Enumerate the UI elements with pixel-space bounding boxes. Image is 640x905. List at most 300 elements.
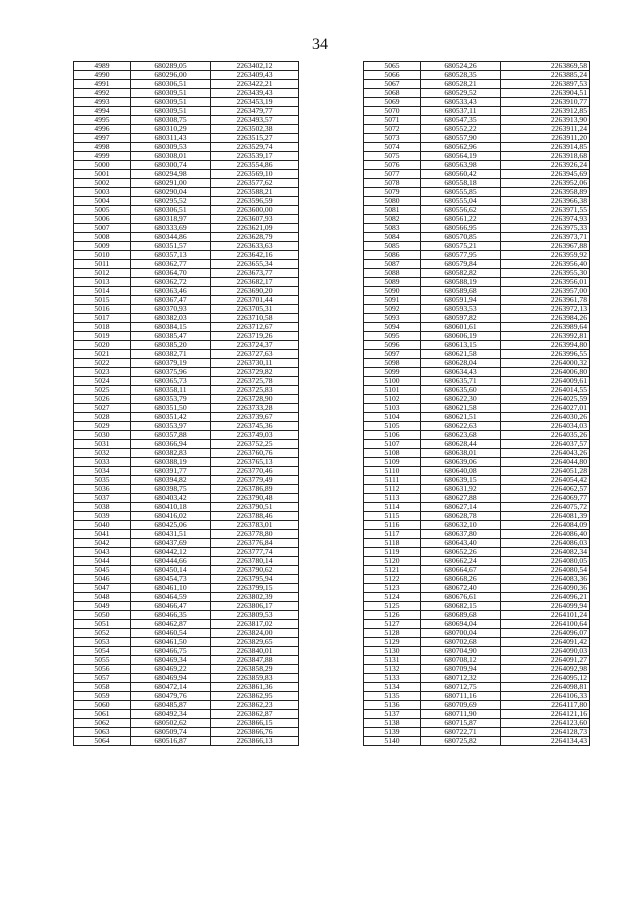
y-coordinate-cell: 2263972,13 (501, 305, 590, 314)
point-id-cell: 5059 (74, 692, 131, 701)
x-coordinate-cell: 680310,29 (131, 125, 211, 134)
point-id-cell: 5114 (364, 503, 421, 512)
x-coordinate-cell: 680639,06 (421, 458, 501, 467)
x-coordinate-cell: 680351,50 (131, 404, 211, 413)
x-coordinate-cell: 680702,68 (421, 638, 501, 647)
y-coordinate-cell: 2264025,59 (501, 395, 590, 404)
y-coordinate-cell: 2263959,92 (501, 251, 590, 260)
x-coordinate-cell: 680358,11 (131, 386, 211, 395)
table-row (364, 584, 590, 593)
table-row (364, 350, 590, 359)
x-coordinate-cell: 680466,35 (131, 611, 211, 620)
table-row (364, 395, 590, 404)
y-coordinate-cell: 2263690,20 (211, 287, 299, 296)
point-id-cell: 5122 (364, 575, 421, 584)
x-coordinate-cell: 680362,77 (131, 260, 211, 269)
point-id-cell: 5022 (74, 359, 131, 368)
x-coordinate-cell: 680461,10 (131, 584, 211, 593)
table-row (74, 125, 299, 134)
point-id-cell: 5112 (364, 485, 421, 494)
point-id-cell: 5053 (74, 638, 131, 647)
y-coordinate-cell: 2263705,31 (211, 305, 299, 314)
table-row (364, 179, 590, 188)
table-row (74, 719, 299, 728)
y-coordinate-cell: 2264009,61 (501, 377, 590, 386)
point-id-cell: 5082 (364, 215, 421, 224)
x-coordinate-cell: 680622,63 (421, 422, 501, 431)
point-id-cell: 5042 (74, 539, 131, 548)
point-id-cell: 5035 (74, 476, 131, 485)
table-row (74, 215, 299, 224)
y-coordinate-cell: 2263790,62 (211, 566, 299, 575)
point-id-cell: 4999 (74, 152, 131, 161)
point-id-cell: 5060 (74, 701, 131, 710)
table-row (74, 269, 299, 278)
y-coordinate-cell: 2263809,53 (211, 611, 299, 620)
x-coordinate-cell: 680466,47 (131, 602, 211, 611)
y-coordinate-cell: 2264000,32 (501, 359, 590, 368)
y-coordinate-cell: 2264096,07 (501, 629, 590, 638)
y-coordinate-cell: 2264034,03 (501, 422, 590, 431)
point-id-cell: 5086 (364, 251, 421, 260)
point-id-cell: 5027 (74, 404, 131, 413)
y-coordinate-cell: 2263984,26 (501, 314, 590, 323)
point-id-cell: 5026 (74, 395, 131, 404)
point-id-cell: 5068 (364, 89, 421, 98)
x-coordinate-cell: 680300,74 (131, 161, 211, 170)
point-id-cell: 5047 (74, 584, 131, 593)
y-coordinate-cell: 2263847,88 (211, 656, 299, 665)
table-row (364, 152, 590, 161)
x-coordinate-cell: 680682,15 (421, 602, 501, 611)
point-id-cell: 5061 (74, 710, 131, 719)
table-row (364, 98, 590, 107)
y-coordinate-cell: 2263961,78 (501, 296, 590, 305)
table-row (74, 368, 299, 377)
x-coordinate-cell: 680363,46 (131, 287, 211, 296)
y-coordinate-cell: 2263765,13 (211, 458, 299, 467)
point-id-cell: 5041 (74, 530, 131, 539)
x-coordinate-cell: 680398,75 (131, 485, 211, 494)
y-coordinate-cell: 2263885,24 (501, 71, 590, 80)
x-coordinate-cell: 680367,47 (131, 296, 211, 305)
table-row (74, 692, 299, 701)
y-coordinate-cell: 2264090,36 (501, 584, 590, 593)
table-row (364, 224, 590, 233)
point-id-cell: 5135 (364, 692, 421, 701)
point-id-cell: 5016 (74, 305, 131, 314)
y-coordinate-cell: 2263994,80 (501, 341, 590, 350)
y-coordinate-cell: 2263956,40 (501, 260, 590, 269)
y-coordinate-cell: 2263858,29 (211, 665, 299, 674)
x-coordinate-cell: 680333,69 (131, 224, 211, 233)
point-id-cell: 5072 (364, 125, 421, 134)
y-coordinate-cell: 2264035,26 (501, 431, 590, 440)
x-coordinate-cell: 680403,42 (131, 494, 211, 503)
y-coordinate-cell: 2263628,79 (211, 233, 299, 242)
y-coordinate-cell: 2263912,85 (501, 107, 590, 116)
table-row (74, 80, 299, 89)
table-row (74, 683, 299, 692)
table-row (74, 143, 299, 152)
point-id-cell: 5090 (364, 287, 421, 296)
table-row (364, 467, 590, 476)
x-coordinate-cell: 680537,11 (421, 107, 501, 116)
x-coordinate-cell: 680364,70 (131, 269, 211, 278)
point-id-cell: 5131 (364, 656, 421, 665)
x-coordinate-cell: 680627,88 (421, 494, 501, 503)
y-coordinate-cell: 2263710,58 (211, 314, 299, 323)
y-coordinate-cell: 2263539,17 (211, 152, 299, 161)
y-coordinate-cell: 2263409,43 (211, 71, 299, 80)
x-coordinate-cell: 680466,75 (131, 647, 211, 656)
point-id-cell: 5065 (364, 62, 421, 71)
y-coordinate-cell: 2263554,86 (211, 161, 299, 170)
table-row (364, 575, 590, 584)
y-coordinate-cell: 2263952,06 (501, 179, 590, 188)
point-id-cell: 5057 (74, 674, 131, 683)
table-row (74, 476, 299, 485)
point-id-cell: 5107 (364, 440, 421, 449)
x-coordinate-cell: 680344,86 (131, 233, 211, 242)
point-id-cell: 5094 (364, 323, 421, 332)
y-coordinate-cell: 2263739,67 (211, 413, 299, 422)
x-coordinate-cell: 680291,00 (131, 179, 211, 188)
x-coordinate-cell: 680382,03 (131, 314, 211, 323)
point-id-cell: 5066 (364, 71, 421, 80)
x-coordinate-cell: 680454,73 (131, 575, 211, 584)
table-body-left (74, 62, 299, 746)
x-coordinate-cell: 680357,88 (131, 431, 211, 440)
y-coordinate-cell: 2263866,15 (211, 719, 299, 728)
table-row (364, 521, 590, 530)
point-id-cell: 5138 (364, 719, 421, 728)
x-coordinate-cell: 680662,24 (421, 557, 501, 566)
y-coordinate-cell: 2264054,42 (501, 476, 590, 485)
y-coordinate-cell: 2263727,63 (211, 350, 299, 359)
point-id-cell: 5006 (74, 215, 131, 224)
table-row (364, 638, 590, 647)
x-coordinate-cell: 680601,61 (421, 323, 501, 332)
point-id-cell: 4995 (74, 116, 131, 125)
point-id-cell: 5054 (74, 647, 131, 656)
table-row (364, 566, 590, 575)
y-coordinate-cell: 2263967,88 (501, 242, 590, 251)
point-id-cell: 5058 (74, 683, 131, 692)
table-row (74, 224, 299, 233)
x-coordinate-cell: 680715,87 (421, 719, 501, 728)
y-coordinate-cell: 2263749,03 (211, 431, 299, 440)
point-id-cell: 5123 (364, 584, 421, 593)
x-coordinate-cell: 680628,78 (421, 512, 501, 521)
y-coordinate-cell: 2264075,72 (501, 503, 590, 512)
x-coordinate-cell: 680711,90 (421, 710, 501, 719)
table-row (74, 305, 299, 314)
x-coordinate-cell: 680425,06 (131, 521, 211, 530)
x-coordinate-cell: 680555,04 (421, 197, 501, 206)
table-row (74, 566, 299, 575)
point-id-cell: 5125 (364, 602, 421, 611)
table-row (74, 350, 299, 359)
point-id-cell: 5104 (364, 413, 421, 422)
table-row (74, 71, 299, 80)
y-coordinate-cell: 2263453,19 (211, 98, 299, 107)
y-coordinate-cell: 2263493,57 (211, 116, 299, 125)
y-coordinate-cell: 2264101,24 (501, 611, 590, 620)
table-row (74, 431, 299, 440)
point-id-cell: 5139 (364, 728, 421, 737)
table-row (74, 557, 299, 566)
table-row (74, 323, 299, 332)
table-row (74, 521, 299, 530)
point-id-cell: 5003 (74, 188, 131, 197)
x-coordinate-cell: 680485,87 (131, 701, 211, 710)
table-row (74, 629, 299, 638)
y-coordinate-cell: 2263633,63 (211, 242, 299, 251)
x-coordinate-cell: 680635,71 (421, 377, 501, 386)
x-coordinate-cell: 680708,12 (421, 656, 501, 665)
point-id-cell: 4998 (74, 143, 131, 152)
table-row (74, 188, 299, 197)
table-row (364, 413, 590, 422)
y-coordinate-cell: 2264006,80 (501, 368, 590, 377)
point-id-cell: 5011 (74, 260, 131, 269)
y-coordinate-cell: 2263569,10 (211, 170, 299, 179)
x-coordinate-cell: 680309,51 (131, 107, 211, 116)
table-row (364, 242, 590, 251)
x-coordinate-cell: 680362,72 (131, 278, 211, 287)
y-coordinate-cell: 2264051,28 (501, 467, 590, 476)
x-coordinate-cell: 680561,22 (421, 215, 501, 224)
x-coordinate-cell: 680469,94 (131, 674, 211, 683)
point-id-cell: 5070 (364, 107, 421, 116)
table-row (74, 512, 299, 521)
table-row (74, 485, 299, 494)
table-row (74, 584, 299, 593)
x-coordinate-cell: 680709,94 (421, 665, 501, 674)
y-coordinate-cell: 2263790,48 (211, 494, 299, 503)
y-coordinate-cell: 2263904,51 (501, 89, 590, 98)
table-row (364, 260, 590, 269)
y-coordinate-cell: 2263529,74 (211, 143, 299, 152)
y-coordinate-cell: 2263730,11 (211, 359, 299, 368)
table-row (364, 197, 590, 206)
x-coordinate-cell: 680318,97 (131, 215, 211, 224)
y-coordinate-cell: 2263974,93 (501, 215, 590, 224)
point-id-cell: 5118 (364, 539, 421, 548)
x-coordinate-cell: 680479,76 (131, 692, 211, 701)
y-coordinate-cell: 2263733,28 (211, 404, 299, 413)
point-id-cell: 5093 (364, 314, 421, 323)
table-row (74, 620, 299, 629)
table-row (74, 404, 299, 413)
table-row (364, 368, 590, 377)
point-id-cell: 5117 (364, 530, 421, 539)
x-coordinate-cell: 680668,26 (421, 575, 501, 584)
x-coordinate-cell: 680552,22 (421, 125, 501, 134)
table-row (74, 134, 299, 143)
y-coordinate-cell: 2264106,33 (501, 692, 590, 701)
y-coordinate-cell: 2263955,30 (501, 269, 590, 278)
x-coordinate-cell: 680639,15 (421, 476, 501, 485)
table-row (364, 206, 590, 215)
point-id-cell: 5087 (364, 260, 421, 269)
point-id-cell: 5097 (364, 350, 421, 359)
table-row (74, 611, 299, 620)
point-id-cell: 5111 (364, 476, 421, 485)
table-row (364, 539, 590, 548)
point-id-cell: 5075 (364, 152, 421, 161)
x-coordinate-cell: 680613,15 (421, 341, 501, 350)
point-id-cell: 5096 (364, 341, 421, 350)
y-coordinate-cell: 2263866,76 (211, 728, 299, 737)
table-row (74, 116, 299, 125)
point-id-cell: 5077 (364, 170, 421, 179)
y-coordinate-cell: 2263862,95 (211, 692, 299, 701)
point-id-cell: 5101 (364, 386, 421, 395)
y-coordinate-cell: 2264099,94 (501, 602, 590, 611)
table-row (364, 647, 590, 656)
y-coordinate-cell: 2263966,38 (501, 197, 590, 206)
x-coordinate-cell: 680632,10 (421, 521, 501, 530)
x-coordinate-cell: 680379,19 (131, 359, 211, 368)
x-coordinate-cell: 680725,82 (421, 737, 501, 746)
table-row (74, 107, 299, 116)
y-coordinate-cell: 2263402,12 (211, 62, 299, 71)
x-coordinate-cell: 680533,43 (421, 98, 501, 107)
table-row (364, 341, 590, 350)
x-coordinate-cell: 680560,42 (421, 170, 501, 179)
table-row (364, 665, 590, 674)
y-coordinate-cell: 2264082,34 (501, 548, 590, 557)
x-coordinate-cell: 680622,30 (421, 395, 501, 404)
x-coordinate-cell: 680366,94 (131, 440, 211, 449)
point-id-cell: 5021 (74, 350, 131, 359)
x-coordinate-cell: 680722,71 (421, 728, 501, 737)
y-coordinate-cell: 2263760,76 (211, 449, 299, 458)
x-coordinate-cell: 680516,87 (131, 737, 211, 746)
x-coordinate-cell: 680597,82 (421, 314, 501, 323)
y-coordinate-cell: 2264123,60 (501, 719, 590, 728)
x-coordinate-cell: 680450,14 (131, 566, 211, 575)
table-row (364, 359, 590, 368)
table-row (364, 296, 590, 305)
table-row (74, 674, 299, 683)
y-coordinate-cell: 2263913,90 (501, 116, 590, 125)
x-coordinate-cell: 680664,67 (421, 566, 501, 575)
table-row (74, 296, 299, 305)
y-coordinate-cell: 2264081,39 (501, 512, 590, 521)
point-id-cell: 5119 (364, 548, 421, 557)
x-coordinate-cell: 680492,34 (131, 710, 211, 719)
y-coordinate-cell: 2263673,77 (211, 269, 299, 278)
y-coordinate-cell: 2264096,21 (501, 593, 590, 602)
table-row (74, 242, 299, 251)
point-id-cell: 5040 (74, 521, 131, 530)
y-coordinate-cell: 2263918,68 (501, 152, 590, 161)
x-coordinate-cell: 680309,51 (131, 89, 211, 98)
point-id-cell: 5129 (364, 638, 421, 647)
x-coordinate-cell: 680351,42 (131, 413, 211, 422)
point-id-cell: 5116 (364, 521, 421, 530)
y-coordinate-cell: 2263701,44 (211, 296, 299, 305)
table-row (74, 395, 299, 404)
x-coordinate-cell: 680591,94 (421, 296, 501, 305)
x-coordinate-cell: 680700,04 (421, 629, 501, 638)
point-id-cell: 5023 (74, 368, 131, 377)
point-id-cell: 5000 (74, 161, 131, 170)
point-id-cell: 5015 (74, 296, 131, 305)
point-id-cell: 5102 (364, 395, 421, 404)
table-row (364, 170, 590, 179)
x-coordinate-cell: 680528,35 (421, 71, 501, 80)
table-row (364, 71, 590, 80)
table-row (74, 89, 299, 98)
x-coordinate-cell: 680385,20 (131, 341, 211, 350)
y-coordinate-cell: 2263422,21 (211, 80, 299, 89)
table-row (364, 503, 590, 512)
x-coordinate-cell: 680562,96 (421, 143, 501, 152)
point-id-cell: 5127 (364, 620, 421, 629)
y-coordinate-cell: 2263786,89 (211, 485, 299, 494)
table-row (364, 440, 590, 449)
table-row (74, 233, 299, 242)
x-coordinate-cell: 680444,66 (131, 557, 211, 566)
y-coordinate-cell: 2264100,64 (501, 620, 590, 629)
y-coordinate-cell: 2264090,03 (501, 647, 590, 656)
table-row (74, 602, 299, 611)
table-row (74, 332, 299, 341)
y-coordinate-cell: 2263971,55 (501, 206, 590, 215)
y-coordinate-cell: 2263996,55 (501, 350, 590, 359)
point-id-cell: 5091 (364, 296, 421, 305)
y-coordinate-cell: 2263958,89 (501, 188, 590, 197)
y-coordinate-cell: 2263788,46 (211, 512, 299, 521)
y-coordinate-cell: 2263973,71 (501, 233, 590, 242)
point-id-cell: 5048 (74, 593, 131, 602)
x-coordinate-cell: 680388,19 (131, 458, 211, 467)
y-coordinate-cell: 2264098,81 (501, 683, 590, 692)
table-row (364, 269, 590, 278)
table-row (74, 413, 299, 422)
point-id-cell: 5051 (74, 620, 131, 629)
point-id-cell: 5078 (364, 179, 421, 188)
x-coordinate-cell: 680351,57 (131, 242, 211, 251)
x-coordinate-cell: 680294,98 (131, 170, 211, 179)
table-row (74, 179, 299, 188)
point-id-cell: 5109 (364, 458, 421, 467)
y-coordinate-cell: 2263728,90 (211, 395, 299, 404)
x-coordinate-cell: 680391,77 (131, 467, 211, 476)
point-id-cell: 5062 (74, 719, 131, 728)
point-id-cell: 5134 (364, 683, 421, 692)
table-row (74, 359, 299, 368)
table-row (364, 89, 590, 98)
y-coordinate-cell: 2263479,77 (211, 107, 299, 116)
point-id-cell: 5069 (364, 98, 421, 107)
x-coordinate-cell: 680306,51 (131, 206, 211, 215)
y-coordinate-cell: 2264027,01 (501, 404, 590, 413)
x-coordinate-cell: 680394,82 (131, 476, 211, 485)
y-coordinate-cell: 2263752,25 (211, 440, 299, 449)
x-coordinate-cell: 680606,19 (421, 332, 501, 341)
table-row (74, 710, 299, 719)
x-coordinate-cell: 680306,51 (131, 80, 211, 89)
x-coordinate-cell: 680529,52 (421, 89, 501, 98)
table-row (74, 314, 299, 323)
x-coordinate-cell: 680689,68 (421, 611, 501, 620)
point-id-cell: 4992 (74, 89, 131, 98)
